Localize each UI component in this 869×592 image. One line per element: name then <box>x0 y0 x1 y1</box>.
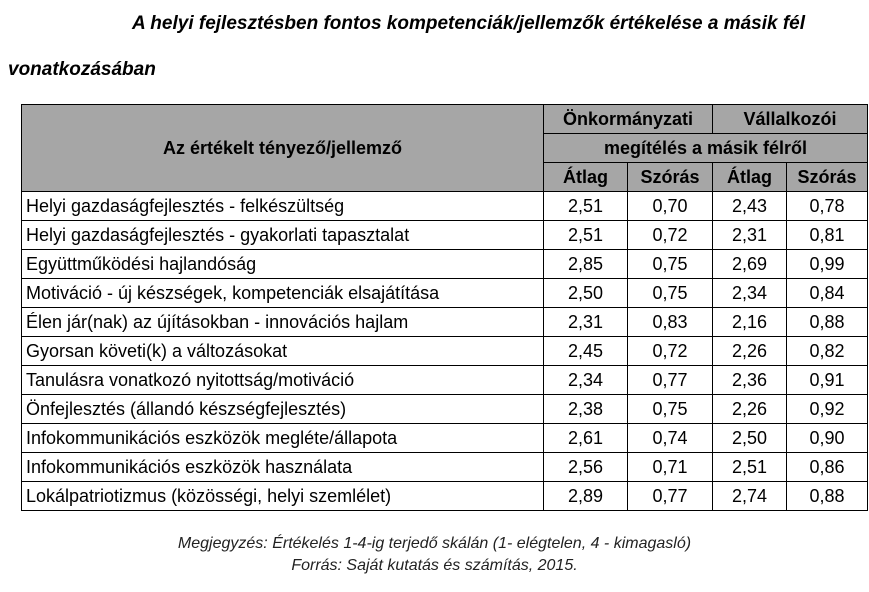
municipal-sd-value: 0,83 <box>628 308 713 337</box>
business-sd-value: 0,82 <box>787 337 868 366</box>
table-row <box>22 192 868 221</box>
factor-label: Infokommunikációs eszközök használata <box>22 453 544 482</box>
factor-label: Tanulásra vonatkozó nyitottság/motiváció <box>22 366 544 395</box>
business-mean-header: Átlag <box>713 163 787 192</box>
municipal-sd-header: Szórás <box>628 163 713 192</box>
municipal-sd-value: 0,75 <box>628 395 713 424</box>
factor-label: Infokommunikációs eszközök megléte/állapota <box>22 424 544 453</box>
business-sd-header: Szórás <box>787 163 868 192</box>
table-row <box>22 366 868 395</box>
municipal-sd-value: 0,74 <box>628 424 713 453</box>
header-row-1 <box>22 105 868 134</box>
business-sd-value: 0,99 <box>787 250 868 279</box>
business-sd-value: 0,92 <box>787 395 868 424</box>
municipal-mean-value: 2,56 <box>544 453 628 482</box>
municipal-sd-value: 0,77 <box>628 366 713 395</box>
business-mean-value: 2,43 <box>713 192 787 221</box>
municipal-mean-header: Átlag <box>544 163 628 192</box>
municipal-mean-value: 2,38 <box>544 395 628 424</box>
municipal-sd-value: 0,77 <box>628 482 713 511</box>
municipal-mean-value: 2,45 <box>544 337 628 366</box>
business-mean-value: 2,50 <box>713 424 787 453</box>
municipal-group-header: Önkormányzati <box>544 105 713 134</box>
title-line-2: vonatkozásában <box>8 59 156 80</box>
municipal-mean-value: 2,61 <box>544 424 628 453</box>
business-sd-value: 0,84 <box>787 279 868 308</box>
municipal-mean-value: 2,34 <box>544 366 628 395</box>
municipal-sd-value: 0,75 <box>628 250 713 279</box>
table-row <box>22 453 868 482</box>
business-sd-value: 0,90 <box>787 424 868 453</box>
business-sd-value: 0,88 <box>787 482 868 511</box>
municipal-mean-value: 2,50 <box>544 279 628 308</box>
municipal-mean-value: 2,31 <box>544 308 628 337</box>
business-mean-value: 2,26 <box>713 337 787 366</box>
municipal-sd-value: 0,71 <box>628 453 713 482</box>
municipal-sd-value: 0,75 <box>628 279 713 308</box>
business-sd-value: 0,86 <box>787 453 868 482</box>
factor-column-header: Az értékelt tényező/jellemző <box>22 105 544 192</box>
business-mean-value: 2,26 <box>713 395 787 424</box>
business-sd-value: 0,81 <box>787 221 868 250</box>
factor-label: Élen jár(nak) az újításokban - innovációs hajlam <box>22 308 544 337</box>
municipal-mean-value: 2,89 <box>544 482 628 511</box>
municipal-sd-value: 0,72 <box>628 337 713 366</box>
assessment-subheader: megítélés a másik félről <box>544 134 868 163</box>
municipal-sd-value: 0,70 <box>628 192 713 221</box>
municipal-sd-value: 0,72 <box>628 221 713 250</box>
table-row <box>22 482 868 511</box>
factor-label: Gyorsan követi(k) a változásokat <box>22 337 544 366</box>
business-mean-value: 2,31 <box>713 221 787 250</box>
business-mean-value: 2,34 <box>713 279 787 308</box>
table-note: Megjegyzés: Értékelés 1-4-ig terjedő skálán (1- elégtelen, 4 - kimagasló) <box>177 535 692 552</box>
municipal-mean-value: 2,51 <box>544 221 628 250</box>
business-mean-value: 2,16 <box>713 308 787 337</box>
table-row <box>22 250 868 279</box>
table-row <box>22 308 868 337</box>
business-sd-value: 0,88 <box>787 308 868 337</box>
table-source: Forrás: Saját kutatás és számítás, 2015. <box>291 557 578 574</box>
title-line-1: A helyi fejlesztésben fontos kompetenciák/jellemzők értékelése a másik fél <box>132 13 806 34</box>
business-mean-value: 2,36 <box>713 366 787 395</box>
factor-label: Lokálpatriotizmus (közösségi, helyi szemlélet) <box>22 482 544 511</box>
business-mean-value: 2,74 <box>713 482 787 511</box>
factor-label: Együttműködési hajlandóság <box>22 250 544 279</box>
table-row <box>22 337 868 366</box>
table-row <box>22 279 868 308</box>
table-row <box>22 395 868 424</box>
municipal-mean-value: 2,85 <box>544 250 628 279</box>
factor-label: Helyi gazdaságfejlesztés - felkészültség <box>22 192 544 221</box>
business-sd-value: 0,91 <box>787 366 868 395</box>
table-row <box>22 221 868 250</box>
factor-label: Motiváció - új készségek, kompetenciák elsajátítása <box>22 279 544 308</box>
business-group-header: Vállalkozói <box>713 105 868 134</box>
table-row <box>22 424 868 453</box>
factor-label: Önfejlesztés (állandó készségfejlesztés) <box>22 395 544 424</box>
factor-label: Helyi gazdaságfejlesztés - gyakorlati tapasztalat <box>22 221 544 250</box>
business-sd-value: 0,78 <box>787 192 868 221</box>
municipal-mean-value: 2,51 <box>544 192 628 221</box>
business-mean-value: 2,51 <box>713 453 787 482</box>
business-mean-value: 2,69 <box>713 250 787 279</box>
competency-table <box>21 104 868 511</box>
